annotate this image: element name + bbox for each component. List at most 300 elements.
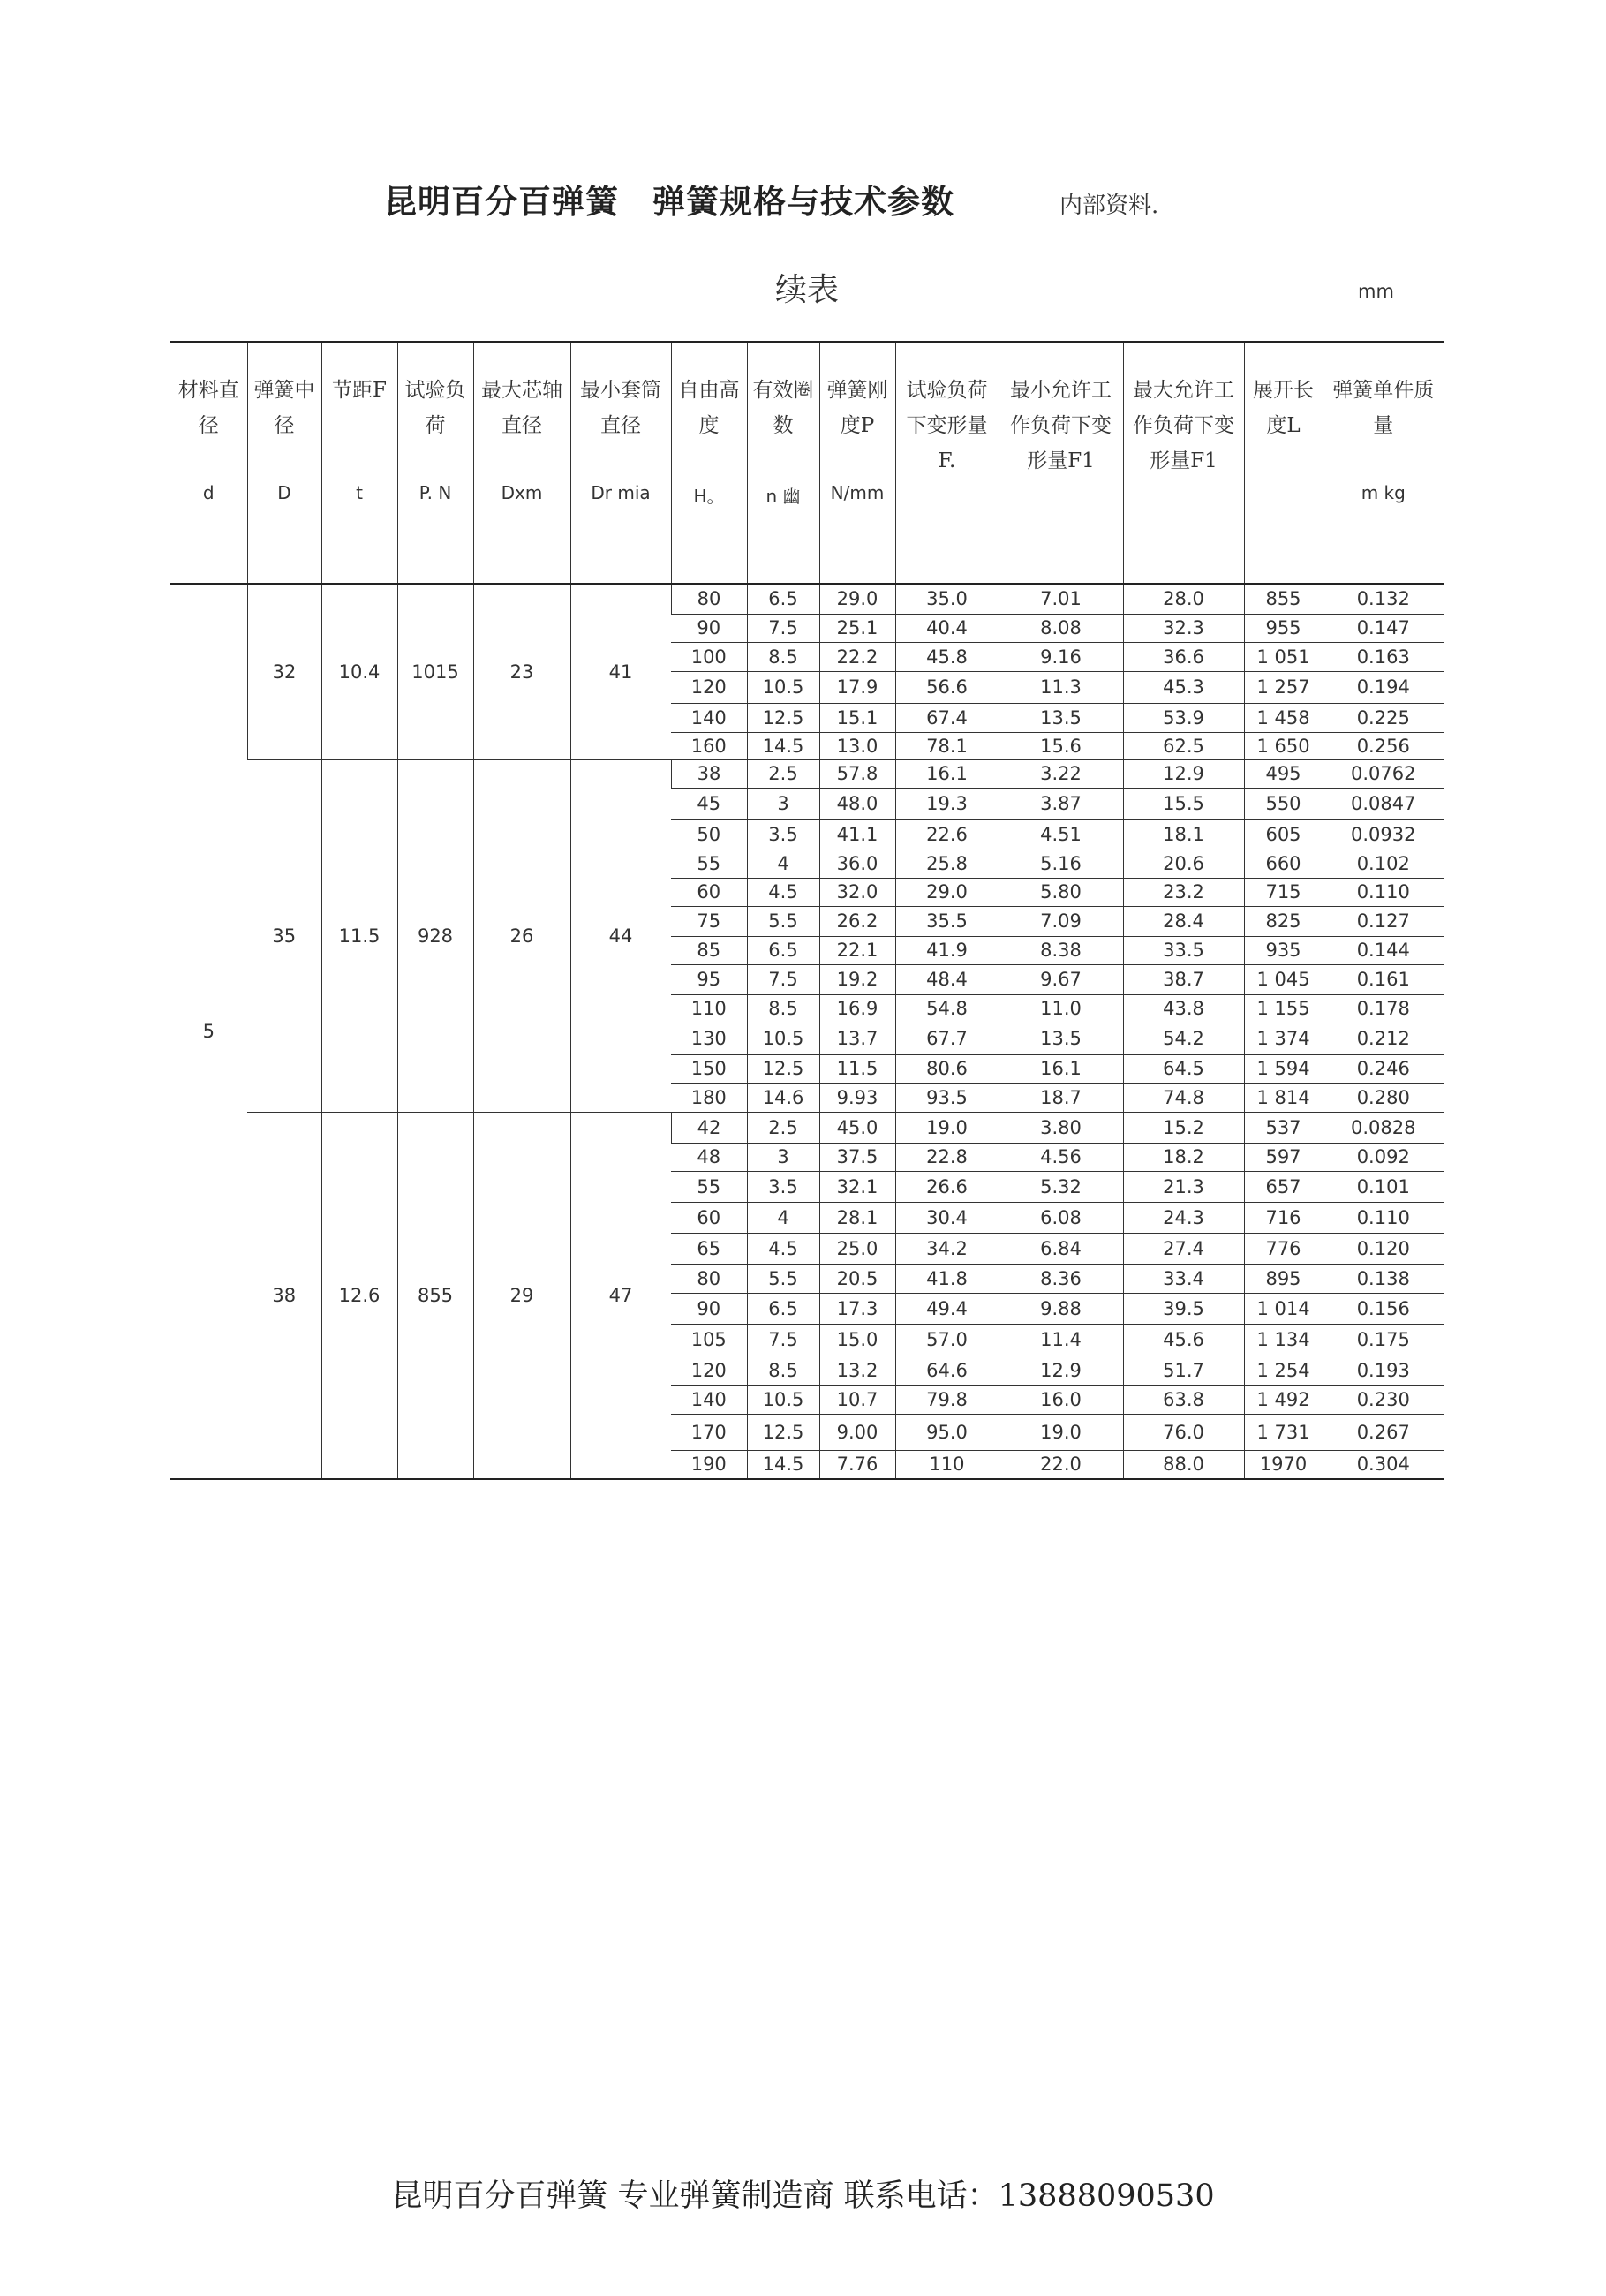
table-cell: 24.3 (1123, 1202, 1244, 1233)
group-cell-d: 32 (247, 584, 321, 759)
table-cell: 0.127 (1323, 906, 1444, 936)
table-cell: 6.5 (747, 1293, 819, 1324)
table-cell: 550 (1244, 788, 1323, 819)
table-cell: 955 (1244, 614, 1323, 642)
table-cell: 0.304 (1323, 1450, 1444, 1479)
continued-table-label: 续表 (775, 272, 840, 308)
column-header (1123, 342, 1244, 584)
table-cell: 8.5 (747, 642, 819, 671)
table-cell: 75 (671, 906, 747, 936)
table-cell: 90 (671, 614, 747, 642)
table-cell: 0.280 (1323, 1083, 1444, 1112)
column-header (999, 342, 1123, 584)
table-cell: 0.101 (1323, 1171, 1444, 1202)
table-cell: 7.5 (747, 964, 819, 994)
table-cell: 6.5 (747, 584, 819, 614)
table-cell: 32.1 (819, 1171, 895, 1202)
title-line (0, 175, 1606, 228)
table-row (170, 759, 1444, 788)
table-cell: 28.1 (819, 1202, 895, 1233)
table-cell: 51.7 (1123, 1356, 1244, 1385)
table-cell: 0.246 (1323, 1054, 1444, 1083)
table-cell: 26.2 (819, 906, 895, 936)
table-cell: 17.3 (819, 1293, 895, 1324)
table-cell: 895 (1244, 1264, 1323, 1293)
table-cell: 9.16 (999, 642, 1123, 671)
table-cell: 6.5 (747, 936, 819, 964)
table-cell: 10.5 (747, 671, 819, 703)
column-header-label: 最小套筒直径 (580, 379, 661, 437)
table-cell: 19.2 (819, 964, 895, 994)
column-header (895, 342, 999, 584)
column-header-label: 展开长度L (1253, 379, 1314, 437)
table-cell: 0.0762 (1323, 759, 1444, 788)
table-cell: 16.9 (819, 994, 895, 1023)
table-cell: 48 (671, 1143, 747, 1171)
table-cell: 67.7 (895, 1023, 999, 1054)
table-cell: 110 (895, 1450, 999, 1479)
table-cell: 1 254 (1244, 1356, 1323, 1385)
table-cell: 5.5 (747, 1264, 819, 1293)
table-cell: 0.230 (1323, 1385, 1444, 1414)
group-cell-p: 855 (397, 1112, 473, 1479)
column-header-label: 试验负荷 (404, 379, 466, 437)
column-header-label: 最小允许工作负荷下变形量F1 (1010, 379, 1112, 472)
group-cell-dxm: 23 (473, 584, 570, 759)
table-cell: 5.16 (999, 850, 1123, 878)
table-cell: 22.8 (895, 1143, 999, 1171)
table-cell: 11.4 (999, 1324, 1123, 1356)
column-header (397, 342, 473, 584)
table-cell: 32.0 (819, 878, 895, 906)
table-cell: 25.0 (819, 1233, 895, 1264)
table-cell: 4.5 (747, 1233, 819, 1264)
table-cell: 1 051 (1244, 642, 1323, 671)
table-cell: 1 045 (1244, 964, 1323, 994)
table-cell: 33.5 (1123, 936, 1244, 964)
table-cell: 3.87 (999, 788, 1123, 819)
column-header-label: 弹簧中径 (253, 379, 315, 437)
table-cell: 80 (671, 1264, 747, 1293)
column-header-label: 自由高度 (678, 379, 740, 437)
table-cell: 16.1 (895, 759, 999, 788)
table-cell: 49.4 (895, 1293, 999, 1324)
footer-contact: 昆明百分百弹簧 专业弹簧制造商 联系电话：13888090530 (391, 2179, 1215, 2214)
group-cell-dr: 44 (570, 759, 671, 1112)
column-header-symbol: d (202, 482, 215, 503)
group-cell-p: 928 (397, 759, 473, 1112)
table-cell: 10.5 (747, 1023, 819, 1054)
table-header (170, 342, 1444, 584)
table-cell: 3 (747, 788, 819, 819)
table-cell: 1 257 (1244, 671, 1323, 703)
table-cell: 60 (671, 878, 747, 906)
table-cell: 825 (1244, 906, 1323, 936)
table-cell: 0.0847 (1323, 788, 1444, 819)
table-cell: 7.76 (819, 1450, 895, 1479)
column-header-symbol: Dr mia (591, 482, 651, 503)
column-header-symbol: N/mm (830, 482, 885, 503)
table-cell: 537 (1244, 1112, 1323, 1143)
table-cell: 57.8 (819, 759, 895, 788)
table-cell: 45 (671, 788, 747, 819)
table-cell: 10.5 (747, 1385, 819, 1414)
table-cell: 1 014 (1244, 1293, 1323, 1324)
table-cell: 7.5 (747, 1324, 819, 1356)
group-cell-d: 35 (247, 759, 321, 1112)
table-cell: 0.120 (1323, 1233, 1444, 1264)
table-cell: 15.6 (999, 732, 1123, 759)
table-body (170, 584, 1444, 1479)
table-cell: 0.147 (1323, 614, 1444, 642)
table-cell: 95.0 (895, 1414, 999, 1450)
table-cell: 45.6 (1123, 1324, 1244, 1356)
table-cell: 12.9 (999, 1356, 1123, 1385)
table-cell: 7.5 (747, 614, 819, 642)
table-cell: 4.51 (999, 819, 1123, 850)
table-cell: 93.5 (895, 1083, 999, 1112)
table-cell: 12.9 (1123, 759, 1244, 788)
table-cell: 170 (671, 1414, 747, 1450)
table-cell: 3.5 (747, 819, 819, 850)
spring-spec-table (170, 341, 1444, 1480)
table-cell: 34.2 (895, 1233, 999, 1264)
table-cell: 4 (747, 1202, 819, 1233)
table-cell: 95 (671, 964, 747, 994)
table-cell: 55 (671, 1171, 747, 1202)
table-cell: 13.5 (999, 703, 1123, 732)
table-cell: 0.256 (1323, 732, 1444, 759)
table-cell: 5.32 (999, 1171, 1123, 1202)
table-cell: 9.88 (999, 1293, 1123, 1324)
group-cell-t: 12.6 (321, 1112, 397, 1479)
column-header (819, 342, 895, 584)
table-cell: 0.194 (1323, 671, 1444, 703)
table-cell: 10.7 (819, 1385, 895, 1414)
table-cell: 4.56 (999, 1143, 1123, 1171)
table-cell: 80.6 (895, 1054, 999, 1083)
column-header (747, 342, 819, 584)
table-cell: 13.0 (819, 732, 895, 759)
table-cell: 78.1 (895, 732, 999, 759)
table-cell: 45.0 (819, 1112, 895, 1143)
column-header-symbol: H。 (693, 486, 725, 507)
table-cell: 40.4 (895, 614, 999, 642)
table-cell: 18.7 (999, 1083, 1123, 1112)
table-cell: 19.0 (895, 1112, 999, 1143)
table-cell: 16.0 (999, 1385, 1123, 1414)
table-cell: 18.1 (1123, 819, 1244, 850)
table-cell: 41.8 (895, 1264, 999, 1293)
table-cell: 38 (671, 759, 747, 788)
group-cell-t: 11.5 (321, 759, 397, 1112)
table-cell: 8.5 (747, 1356, 819, 1385)
table-cell: 8.08 (999, 614, 1123, 642)
table-cell: 45.8 (895, 642, 999, 671)
table-cell: 42 (671, 1112, 747, 1143)
table-cell: 64.6 (895, 1356, 999, 1385)
group-cell-d: 38 (247, 1112, 321, 1479)
table-cell: 50 (671, 819, 747, 850)
table-cell: 120 (671, 1356, 747, 1385)
table-cell: 67.4 (895, 703, 999, 732)
group-cell-p: 1015 (397, 584, 473, 759)
table-cell: 25.1 (819, 614, 895, 642)
table-cell: 54.2 (1123, 1023, 1244, 1054)
table-cell: 43.8 (1123, 994, 1244, 1023)
table-cell: 19.0 (999, 1414, 1123, 1450)
table-cell: 15.1 (819, 703, 895, 732)
column-header-symbol: Dxm (501, 482, 543, 503)
table-cell: 15.2 (1123, 1112, 1244, 1143)
table-cell: 90 (671, 1293, 747, 1324)
document-title: 昆明百分百弹簧 弹簧规格与技术参数 (384, 182, 954, 221)
table-cell: 776 (1244, 1233, 1323, 1264)
table-cell: 0.161 (1323, 964, 1444, 994)
table-cell: 0.178 (1323, 994, 1444, 1023)
table-cell: 79.8 (895, 1385, 999, 1414)
table-cell: 32.3 (1123, 614, 1244, 642)
column-header (170, 342, 247, 584)
table-cell: 19.3 (895, 788, 999, 819)
table-cell: 6.08 (999, 1202, 1123, 1233)
table-cell: 3.22 (999, 759, 1123, 788)
table-cell: 85 (671, 936, 747, 964)
table-cell: 20.5 (819, 1264, 895, 1293)
column-header (1323, 342, 1444, 584)
group-cell-dxm: 29 (473, 1112, 570, 1479)
table-cell: 1970 (1244, 1450, 1323, 1479)
table-cell: 605 (1244, 819, 1323, 850)
table-cell: 22.1 (819, 936, 895, 964)
column-header-label: 最大允许工作负荷下变形量F1 (1133, 379, 1234, 472)
table-cell: 120 (671, 671, 747, 703)
table-cell: 8.38 (999, 936, 1123, 964)
table-cell: 9.00 (819, 1414, 895, 1450)
table-cell: 9.67 (999, 964, 1123, 994)
table-cell: 0.163 (1323, 642, 1444, 671)
table-cell: 48.0 (819, 788, 895, 819)
table-cell: 716 (1244, 1202, 1323, 1233)
table-cell: 15.5 (1123, 788, 1244, 819)
column-header-symbol: D (277, 482, 291, 503)
table-cell: 14.5 (747, 732, 819, 759)
table-cell: 14.5 (747, 1450, 819, 1479)
table-cell: 36.0 (819, 850, 895, 878)
table-cell: 35.0 (895, 584, 999, 614)
table-cell: 1 814 (1244, 1083, 1323, 1112)
table-cell: 28.4 (1123, 906, 1244, 936)
table-cell: 140 (671, 1385, 747, 1414)
table-cell: 16.1 (999, 1054, 1123, 1083)
table-cell: 37.5 (819, 1143, 895, 1171)
group-cell-dr: 47 (570, 1112, 671, 1479)
table-cell: 29.0 (895, 878, 999, 906)
column-header-label: 试验负荷下变形量F. (906, 379, 988, 472)
table-cell: 63.8 (1123, 1385, 1244, 1414)
column-header-label: 弹簧单件质量 (1332, 379, 1435, 437)
table-cell: 0.138 (1323, 1264, 1444, 1293)
table-cell: 2.5 (747, 1112, 819, 1143)
column-header (247, 342, 321, 584)
table-cell: 4 (747, 850, 819, 878)
table-cell: 150 (671, 1054, 747, 1083)
table-cell: 3.5 (747, 1171, 819, 1202)
table-cell: 0.267 (1323, 1414, 1444, 1450)
internal-note: 内部资料. (1059, 193, 1159, 219)
column-header (671, 342, 747, 584)
table-cell: 11.5 (819, 1054, 895, 1083)
table-cell: 0.110 (1323, 1202, 1444, 1233)
table-cell: 715 (1244, 878, 1323, 906)
table-cell: 15.0 (819, 1324, 895, 1356)
column-header (1244, 342, 1323, 584)
table-cell: 4.5 (747, 878, 819, 906)
table-cell: 105 (671, 1324, 747, 1356)
table-cell: 12.5 (747, 1054, 819, 1083)
unit-label: mm (1358, 281, 1394, 302)
table-cell: 0.0828 (1323, 1112, 1444, 1143)
table-cell: 0.144 (1323, 936, 1444, 964)
table-cell: 29.0 (819, 584, 895, 614)
table-cell: 56.6 (895, 671, 999, 703)
table-cell: 8.5 (747, 994, 819, 1023)
table-cell: 39.5 (1123, 1293, 1244, 1324)
table-cell: 8.36 (999, 1264, 1123, 1293)
table-row (170, 1112, 1444, 1143)
table-cell: 190 (671, 1450, 747, 1479)
table-cell: 41.1 (819, 819, 895, 850)
column-header (321, 342, 397, 584)
column-header-symbol: m kg (1361, 482, 1406, 503)
table-cell: 180 (671, 1083, 747, 1112)
table-cell: 110 (671, 994, 747, 1023)
table-cell: 0.175 (1323, 1324, 1444, 1356)
table-cell: 55 (671, 850, 747, 878)
table-cell: 3.80 (999, 1112, 1123, 1143)
table-cell: 80 (671, 584, 747, 614)
table-cell: 11.0 (999, 994, 1123, 1023)
table-cell: 7.01 (999, 584, 1123, 614)
table-cell: 1 458 (1244, 703, 1323, 732)
table-cell: 1 650 (1244, 732, 1323, 759)
table-cell: 0.092 (1323, 1143, 1444, 1171)
table-cell: 0.156 (1323, 1293, 1444, 1324)
table-cell: 1 731 (1244, 1414, 1323, 1450)
table-cell: 0.0932 (1323, 819, 1444, 850)
table-cell: 36.6 (1123, 642, 1244, 671)
table-cell: 597 (1244, 1143, 1323, 1171)
table-cell: 64.5 (1123, 1054, 1244, 1083)
table-cell: 22.2 (819, 642, 895, 671)
table-cell: 22.0 (999, 1450, 1123, 1479)
table-cell: 27.4 (1123, 1233, 1244, 1264)
table-cell: 20.6 (1123, 850, 1244, 878)
header-row (170, 342, 1444, 584)
table-cell: 0.110 (1323, 878, 1444, 906)
table-cell: 1 134 (1244, 1324, 1323, 1356)
table-cell: 140 (671, 703, 747, 732)
table-cell: 25.8 (895, 850, 999, 878)
group-cell-dr: 41 (570, 584, 671, 759)
column-header-label: 材料直径 (177, 379, 239, 437)
table-cell: 41.9 (895, 936, 999, 964)
table-cell: 13.7 (819, 1023, 895, 1054)
table-cell: 38.7 (1123, 964, 1244, 994)
table-cell: 5.80 (999, 878, 1123, 906)
group-cell-t: 10.4 (321, 584, 397, 759)
table-cell: 7.09 (999, 906, 1123, 936)
table-cell: 3 (747, 1143, 819, 1171)
table-cell: 660 (1244, 850, 1323, 878)
table-cell: 74.8 (1123, 1083, 1244, 1112)
table-cell: 160 (671, 732, 747, 759)
table-cell: 54.8 (895, 994, 999, 1023)
table-cell: 60 (671, 1202, 747, 1233)
table-cell: 1 594 (1244, 1054, 1323, 1083)
column-header-symbol: n 幽 (765, 486, 801, 507)
table-cell: 45.3 (1123, 671, 1244, 703)
table-cell: 33.4 (1123, 1264, 1244, 1293)
table-cell: 657 (1244, 1171, 1323, 1202)
column-header-label: 最大芯轴直径 (481, 379, 562, 437)
table-cell: 22.6 (895, 819, 999, 850)
table-cell: 0.132 (1323, 584, 1444, 614)
table-cell: 65 (671, 1233, 747, 1264)
table-cell: 76.0 (1123, 1414, 1244, 1450)
table-cell: 12.5 (747, 1414, 819, 1450)
column-header-symbol: P. N (418, 482, 452, 503)
table-row (170, 584, 1444, 614)
table-cell: 48.4 (895, 964, 999, 994)
column-header-label: 弹簧刚度P (826, 379, 888, 437)
table-cell: 57.0 (895, 1324, 999, 1356)
table-cell: 35.5 (895, 906, 999, 936)
table-cell: 13.5 (999, 1023, 1123, 1054)
column-header-label: 有效圈数 (752, 379, 814, 437)
column-header (473, 342, 570, 584)
table-cell: 0.102 (1323, 850, 1444, 878)
table-cell: 53.9 (1123, 703, 1244, 732)
table-cell: 0.212 (1323, 1023, 1444, 1054)
table-cell: 935 (1244, 936, 1323, 964)
table-cell: 1 492 (1244, 1385, 1323, 1414)
table-cell: 14.6 (747, 1083, 819, 1112)
table-cell: 1 374 (1244, 1023, 1323, 1054)
table-cell: 0.193 (1323, 1356, 1444, 1385)
table-cell: 30.4 (895, 1202, 999, 1233)
table-cell: 2.5 (747, 759, 819, 788)
table-cell: 855 (1244, 584, 1323, 614)
column-header (570, 342, 671, 584)
table-cell: 130 (671, 1023, 747, 1054)
table-cell: 13.2 (819, 1356, 895, 1385)
column-header-symbol: t (356, 482, 363, 503)
table-cell: 6.84 (999, 1233, 1123, 1264)
table-cell: 495 (1244, 759, 1323, 788)
table-cell: 0.225 (1323, 703, 1444, 732)
table-cell: 18.2 (1123, 1143, 1244, 1171)
table-cell: 11.3 (999, 671, 1123, 703)
table-cell: 62.5 (1123, 732, 1244, 759)
table-cell: 100 (671, 642, 747, 671)
table-cell: 28.0 (1123, 584, 1244, 614)
table-cell: 1 155 (1244, 994, 1323, 1023)
group-cell-dxm: 26 (473, 759, 570, 1112)
material-diameter-cell: 5 (202, 1021, 215, 1042)
table-cell: 21.3 (1123, 1171, 1244, 1202)
table-cell: 88.0 (1123, 1450, 1244, 1479)
